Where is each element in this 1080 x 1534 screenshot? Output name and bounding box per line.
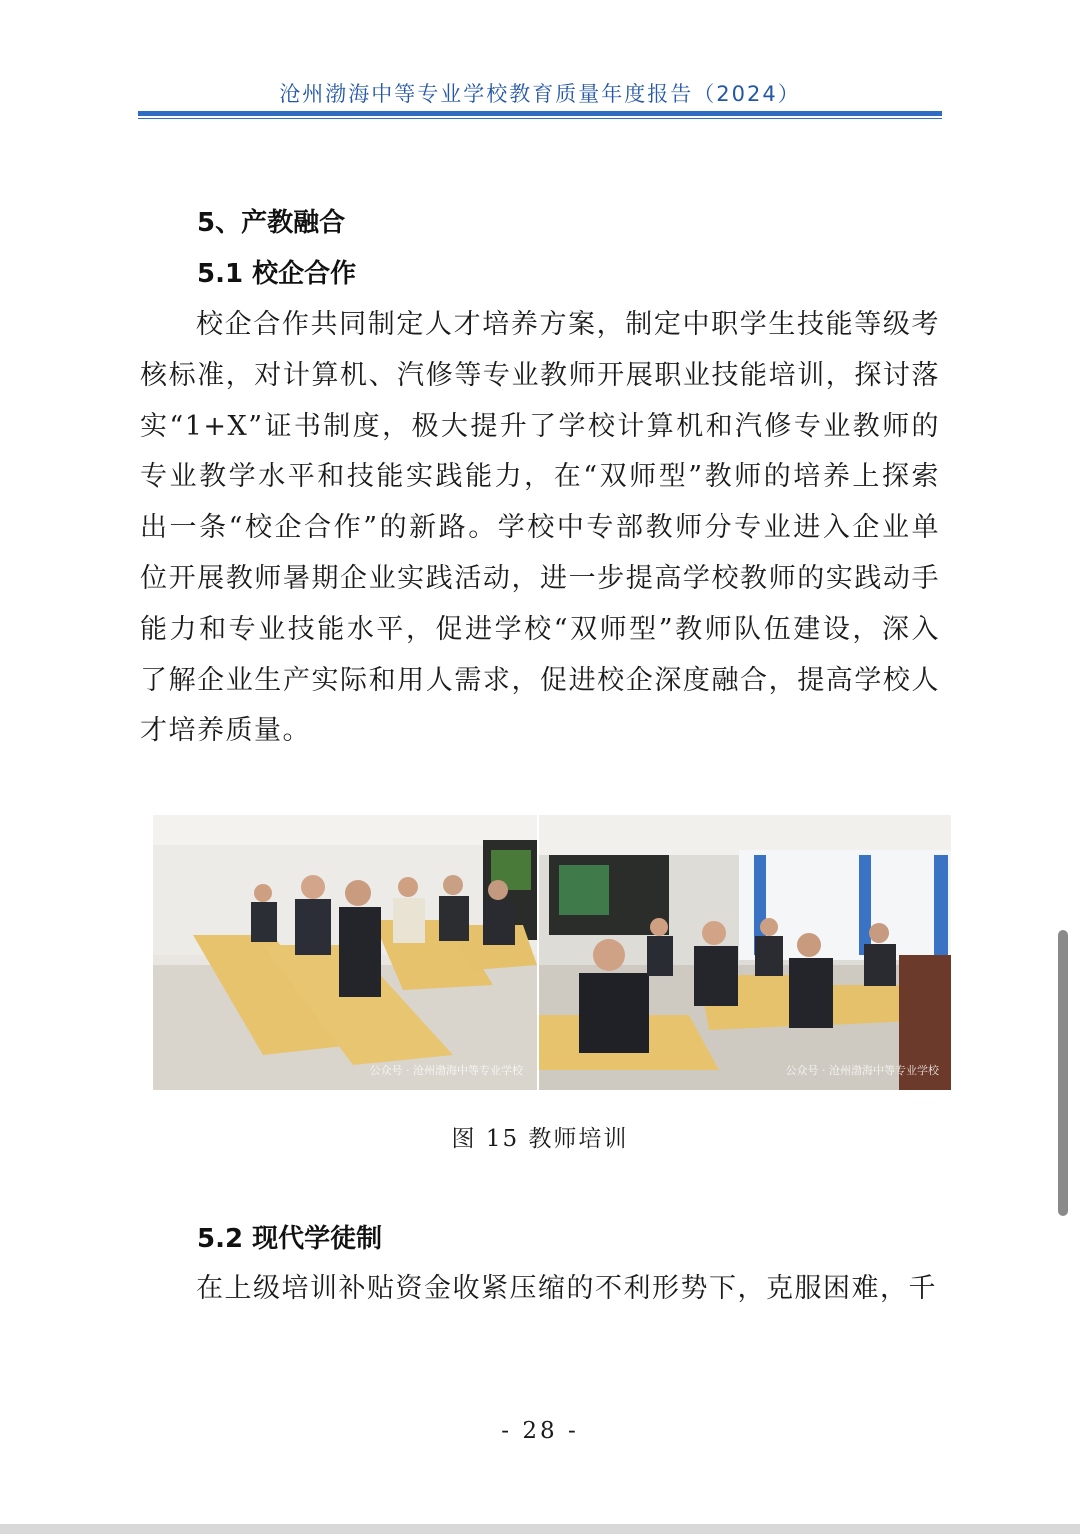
photo-watermark-right: 公众号 · 沧州渤海中等专业学校 <box>785 1064 939 1077</box>
page-number: - 28 - <box>501 1418 579 1444</box>
paragraph-2: 在上级培训补贴资金收紧压缩的不利形势下，克服困难，千 <box>196 1273 937 1304</box>
bottom-bar <box>0 1524 1080 1534</box>
photo-watermark-left: 公众号 · 沧州渤海中等专业学校 <box>369 1064 523 1077</box>
subsection-heading-2: 5.2 现代学徒制 <box>197 1224 383 1254</box>
header-rule <box>138 111 942 116</box>
photo-teacher-training-left <box>153 815 537 1090</box>
section-heading: 5、产教融合 <box>197 208 346 238</box>
subsection-heading-1: 5.1 校企合作 <box>197 259 357 289</box>
report-header-title: 沧州渤海中等专业学校教育质量年度报告（2024） <box>279 82 801 106</box>
photo-teacher-training-right <box>539 815 951 1090</box>
header-rule-thin <box>138 118 942 119</box>
vertical-scrollbar[interactable] <box>1058 930 1068 1216</box>
figure-caption: 图 15 教师培训 <box>451 1126 629 1152</box>
paragraph-1: 校企合作共同制定人才培养方案，制定中职学生技能等级考核标准，对计算机、汽修等专业教师开展职业技能培训，探讨落实“1+X”证书制度，极大提升了学校计算机和汽修专业教师的专业教学水平和技能实践能力，在“双师型”教师的培养上探索出一条“校企合作”的新路。学校中专部教师分专业进入企业单位开展教师暑期企业实践活动，进一步提高学校教师的实践动手能力和专业技能水平，促进学校“双师型”教师队伍建设，深入了解企业生产实际和用人需求，促进校企深度融合，提高学校人才培养质量。 <box>140 309 940 747</box>
